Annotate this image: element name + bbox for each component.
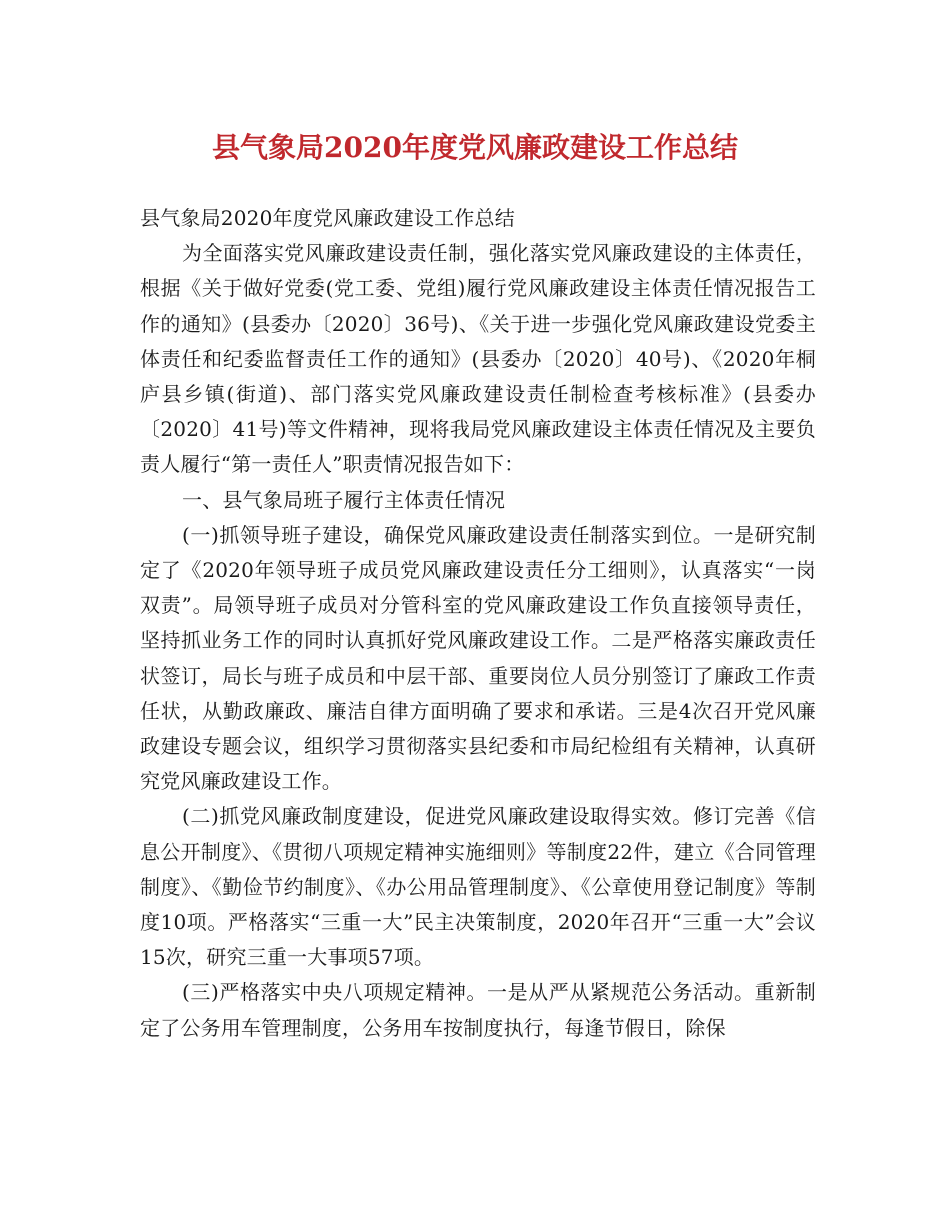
- paragraph-subtitle: 县气象局2020年度党风廉政建设工作总结: [140, 206, 515, 230]
- paragraph-intro: 为全面落实党风廉政建设责任制，强化落实党风廉政建设的主体责任，根据《关于做好党委(党工委、党组)履行党风廉政建设主体责任情况报告工作的通知》(县委办〔2020〕36号)、《关于进一步强化党风廉政建设党委主体责任和纪委监督责任工作的通知》(县委办〔2020〕40号)、《2020年桐庐县乡镇(街道)、部门落实党风廉政建设责任制检查考核标准》(县委办〔2020〕41号)等文件精神，现将我局党风廉政建设主体责任情况及主要负责人履行“第一责任人”职责情况报告如下：: [140, 241, 816, 477]
- document-title: 县气象局2020年度党风廉政建设工作总结: [212, 131, 738, 164]
- paragraph-item-2: (二)抓党风廉政制度建设，促进党风廉政建设取得实效。修订完善《信息公开制度》、《贯彻八项规定精神实施细则》等制度22件，建立《合同管理制度》、《勤俭节约制度》、《办公用品管理制度》、《公章使用登记制度》等制度10项。严格落实“三重一大”民主决策制度，2020年召开“三重一大”会议15次，研究三重一大事项57项。: [140, 804, 816, 970]
- section-heading: 一、县气象局班子履行主体责任情况: [182, 487, 506, 512]
- paragraph-item-1: (一)抓领导班子建设，确保党风廉政建设责任制落实到位。一是研究制定了《2020年领导班子成员党风廉政建设责任分工细则》，认真落实“一岗双责”。局领导班子成员对分管科室的党风廉政建设工作负直接领导责任，坚持抓业务工作的同时认真抓好党风廉政建设工作。二是严格落实廉政责任状签订，局长与班子成员和中层干部、重要岗位人员分别签订了廉政工作责任状，从勤政廉政、廉洁自律方面明确了要求和承诺。三是4次召开党风廉政建设专题会议，组织学习贯彻落实县纪委和市局纪检组有关精神，认真研究党风廉政建设工作。: [140, 522, 816, 794]
- document-body: [140, 201, 816, 1046]
- paragraph-item-3: (三)严格落实中央八项规定精神。一是从严从紧规范公务活动。重新制定了公务用车管理制度，公务用车按制度执行，每逢节假日，除保: [140, 980, 816, 1040]
